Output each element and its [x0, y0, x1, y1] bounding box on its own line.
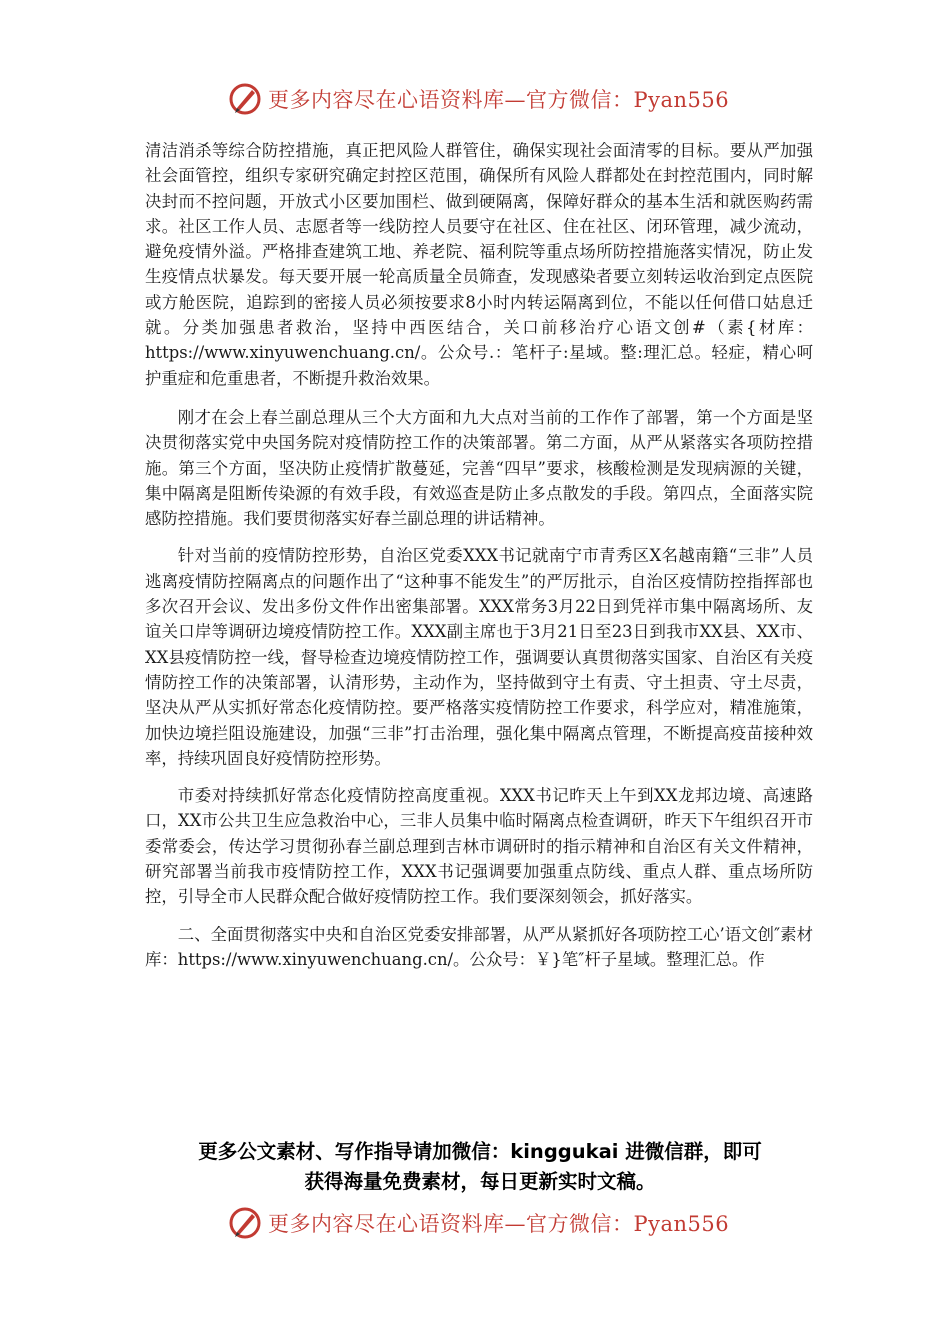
- paragraph-2: 刚才在会上春兰副总理从三个大方面和九大点对当前的工作作了部署，第一个方面是坚决贯彻落实党中央国务院对疫情防控工作的决策部署。第二方面，从严从紧落实各项防控措施。第三个方面，坚决防止疫情扩散蔓延，完善“四早”要求，核酸检测是发现病源的关键，集中隔离是阻断传染源的有效手段，有效巡查是防止多点散发的手段。第四点，全面落实院感防控措施。我们要贯彻落实好春兰副总理的讲话精神。: [145, 407, 813, 529]
- promo-line-1: 更多公文素材、写作指导请加微信：kinggukai 进微信群，即可: [198, 1140, 762, 1163]
- paragraph-5: 二、全面贯彻落实中央和自治区党委安排部署，从严从紧抓好各项防控工心’语文创″素材库：https://www.xinyuwenchuang.cn/。公众号：￥}笔″杆子星域。整理汇总。作: [145, 924, 813, 969]
- pen-logo-icon: [228, 1206, 262, 1240]
- header-watermark-text: 更多内容尽在心语资料库—官方微信：Pyan556: [268, 88, 730, 112]
- paragraph-3: 针对当前的疫情防控形势，自治区党委XXX书记就南宁市青秀区X名越南籍“三非”人员逃离疫情防控隔离点的问题作出了“这种事不能发生”的严厉批示，自治区疫情防控指挥部也多次召开会议、发出多份文件作出密集部署。XXX常务3月22日到凭祥市集中隔离场所、友谊关口岸等调研边境疫情防控工作。XXX副主席也于3月21日至23日到我市XX县、XX市、XX县疫情防控一线，督导检查边境疫情防控工作，强调要认真贯彻落实国家、自治区有关疫情防控工作的决策部署，认清形势，主动作为，坚持做到守土有责、守土担责、守土尽责，坚决从严从实抓好常态化疫情防控。要严格落实疫情防控工作要求，科学应对，精准施策，加快边境拦阻设施建设，加强“三非”打击治理，强化集中隔离点管理，不断提高疫苗接种效率，持续巩固良好疫情防控形势。: [145, 546, 813, 768]
- footer-watermark: [228, 1206, 729, 1240]
- document-body: [145, 138, 813, 984]
- pen-logo-icon: [228, 82, 262, 116]
- paragraph-4: 市委对持续抓好常态化疫情防控高度重视。XXX书记昨天上午到XX龙邦边境、高速路口，XX市公共卫生应急救治中心，三非人员集中临时隔离点检查调研，昨天下午组织召开市委常委会，传达学习贯彻孙春兰副总理到吉林市调研时的指示精神和自治区有关文件精神，研究部署当前我市疫情防控工作，XXX书记强调要加强重点防线、重点人群、重点场所防控，引导全市人民群众配合做好疫情防控工作。我们要深刻领会，抓好落实。: [145, 786, 813, 907]
- paragraph-1: 清洁消杀等综合防控措施，真正把风险人群管住，确保实现社会面清零的目标。要从严加强社会面管控，组织专家研究确定封控区范围，确保所有风险人群都处在封控范围内，同时解决封而不控问题，开放式小区要加围栏、做到硬隔离，保障好群众的基本生活和就医购药需求。社区工作人员、志愿者等一线防控人员要守在社区、住在社区、闭环管理，减少流动，避免疫情外溢。严格排查建筑工地、养老院、福利院等重点场所防控措施落实情况，防止发生疫情点状暴发。每天要开展一轮高质量全员筛查，发现感染者要立刻转运收治到定点医院或方舱医院，追踪到的密接人员必须按要求8小时内转运隔离到位，不能以任何借口姑息迁就。分类加强患者救治，坚持中西医结合，关口前移治疗心语文创#（素{材库：https://www.xinyuwenchuang.cn/。公众号.：笔杆子:星域。整:理汇总。轻症，精心呵护重症和危重患者，不断提升救治效果。: [145, 141, 813, 388]
- promo-line-2: 获得海量免费素材，每日更新实时文稿。: [304, 1170, 656, 1193]
- promo-block: [140, 1137, 820, 1197]
- header-watermark: [228, 82, 729, 116]
- footer-watermark-text: 更多内容尽在心语资料库—官方微信：Pyan556: [268, 1212, 730, 1236]
